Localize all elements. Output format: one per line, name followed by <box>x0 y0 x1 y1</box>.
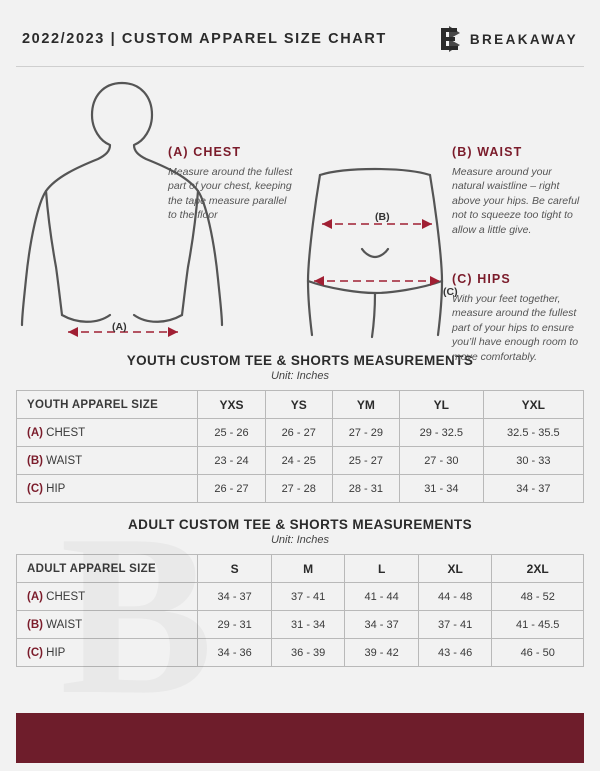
youth-hip-yxs: 26 - 27 <box>198 475 265 503</box>
youth-hip-ys: 27 - 28 <box>265 475 332 503</box>
adult-header-label: ADULT APPAREL SIZE <box>17 555 198 583</box>
callout-hips <box>452 272 588 364</box>
youth-size-yxs: YXS <box>198 391 265 419</box>
adult-row-waist-tag: (B) <box>27 618 43 631</box>
adult-row-chest-name: CHEST <box>46 590 86 603</box>
adult-row-hip-label <box>17 639 198 667</box>
youth-section <box>0 353 600 503</box>
table-row <box>17 447 584 475</box>
youth-chest-ym: 27 - 29 <box>332 419 399 447</box>
adult-hip-m: 36 - 39 <box>271 639 344 667</box>
youth-size-ys: YS <box>265 391 332 419</box>
adult-row-chest-tag: (A) <box>27 590 43 603</box>
youth-size-ym: YM <box>332 391 399 419</box>
youth-row-waist-name: WAIST <box>46 454 83 467</box>
table-row <box>17 583 584 611</box>
adult-row-chest-label <box>17 583 198 611</box>
adult-size-l: L <box>345 555 418 583</box>
page-header <box>0 0 600 66</box>
table-row <box>17 611 584 639</box>
youth-chest-yxl: 32.5 - 35.5 <box>483 419 583 447</box>
callout-waist <box>452 145 584 237</box>
callout-chest-title: (A) CHEST <box>168 145 242 159</box>
adult-section <box>0 517 600 667</box>
adult-hip-s: 34 - 36 <box>198 639 271 667</box>
youth-size-table <box>16 390 584 503</box>
adult-size-m: M <box>271 555 344 583</box>
youth-table-unit: Unit: Inches <box>270 370 330 382</box>
adult-chest-m: 37 - 41 <box>271 583 344 611</box>
brand-name: BREAKAWAY <box>469 31 578 47</box>
table-row <box>17 419 584 447</box>
youth-chest-ys: 26 - 27 <box>265 419 332 447</box>
adult-chest-s: 34 - 37 <box>198 583 271 611</box>
callout-waist-text: Measure around your natural waistline – right above your hips. Be careful not to squeeze too tight to allow a little give. <box>452 166 580 236</box>
adult-chest-xl: 44 - 48 <box>418 583 491 611</box>
callout-chest-text: Measure around the fullest part of your chest, keeping the tape measure parallel to the floor <box>168 166 293 222</box>
page-title: 2022/2023 | CUSTOM APPAREL SIZE CHART <box>22 31 387 47</box>
adult-row-waist-label <box>17 611 198 639</box>
youth-hip-yl: 31 - 34 <box>399 475 483 503</box>
adult-table-title: ADULT CUSTOM TEE & SHORTS MEASUREMENTS <box>128 517 472 532</box>
table-row <box>17 475 584 503</box>
adult-chest-l: 41 - 44 <box>345 583 418 611</box>
brand-lockup <box>438 26 578 52</box>
youth-waist-ym: 25 - 27 <box>332 447 399 475</box>
youth-row-chest-label <box>17 419 198 447</box>
adult-hip-2xl: 46 - 50 <box>492 639 584 667</box>
youth-chest-yxs: 25 - 26 <box>198 419 265 447</box>
youth-row-hip-label <box>17 475 198 503</box>
youth-waist-yxs: 23 - 24 <box>198 447 265 475</box>
adult-row-hip-name: HIP <box>46 646 66 659</box>
youth-size-yxl: YXL <box>483 391 583 419</box>
youth-hip-ym: 28 - 31 <box>332 475 399 503</box>
adult-waist-m: 31 - 34 <box>271 611 344 639</box>
youth-row-waist-label <box>17 447 198 475</box>
adult-size-2xl: 2XL <box>492 555 584 583</box>
adult-hip-l: 39 - 42 <box>345 639 418 667</box>
callout-hips-title: (C) HIPS <box>452 272 511 286</box>
youth-row-waist-tag: (B) <box>27 454 43 467</box>
adult-row-waist-name: WAIST <box>46 618 83 631</box>
youth-waist-ys: 24 - 25 <box>265 447 332 475</box>
table-row <box>17 639 584 667</box>
adult-table-unit: Unit: Inches <box>270 534 330 546</box>
callout-hips-text: With your feet together, measure around the fullest part of your hips to ensure you’ll have enough room to move comfortably. <box>452 293 579 363</box>
youth-header-label: YOUTH APPAREL SIZE <box>17 391 198 419</box>
callout-waist-title: (B) WAIST <box>452 145 523 159</box>
youth-hip-yxl: 34 - 37 <box>483 475 583 503</box>
adult-waist-2xl: 41 - 45.5 <box>492 611 584 639</box>
callout-chest <box>168 145 298 223</box>
adult-waist-xl: 37 - 41 <box>418 611 491 639</box>
youth-row-chest-name: CHEST <box>46 426 86 439</box>
youth-row-chest-tag: (A) <box>27 426 43 439</box>
table-header-row <box>17 391 584 419</box>
adult-row-hip-tag: (C) <box>27 646 43 659</box>
marker-chest-label: (A) <box>112 321 127 333</box>
marker-waist-label: (B) <box>375 211 390 223</box>
youth-chest-yl: 29 - 32.5 <box>399 419 483 447</box>
adult-size-table <box>16 554 584 667</box>
youth-table-title: YOUTH CUSTOM TEE & SHORTS MEASUREMENTS <box>126 353 474 368</box>
footer-bar <box>16 713 584 763</box>
youth-row-hip-name: HIP <box>46 482 66 495</box>
adult-size-s: S <box>198 555 271 583</box>
youth-row-hip-tag: (C) <box>27 482 43 495</box>
youth-waist-yxl: 30 - 33 <box>483 447 583 475</box>
marker-hip-label: (C) <box>443 286 458 298</box>
b-monogram-logo-icon <box>438 26 460 52</box>
youth-waist-yl: 27 - 30 <box>399 447 483 475</box>
adult-chest-2xl: 48 - 52 <box>492 583 584 611</box>
adult-hip-xl: 43 - 46 <box>418 639 491 667</box>
table-header-row <box>17 555 584 583</box>
adult-waist-s: 29 - 31 <box>198 611 271 639</box>
youth-size-yl: YL <box>399 391 483 419</box>
adult-size-xl: XL <box>418 555 491 583</box>
adult-waist-l: 34 - 37 <box>345 611 418 639</box>
